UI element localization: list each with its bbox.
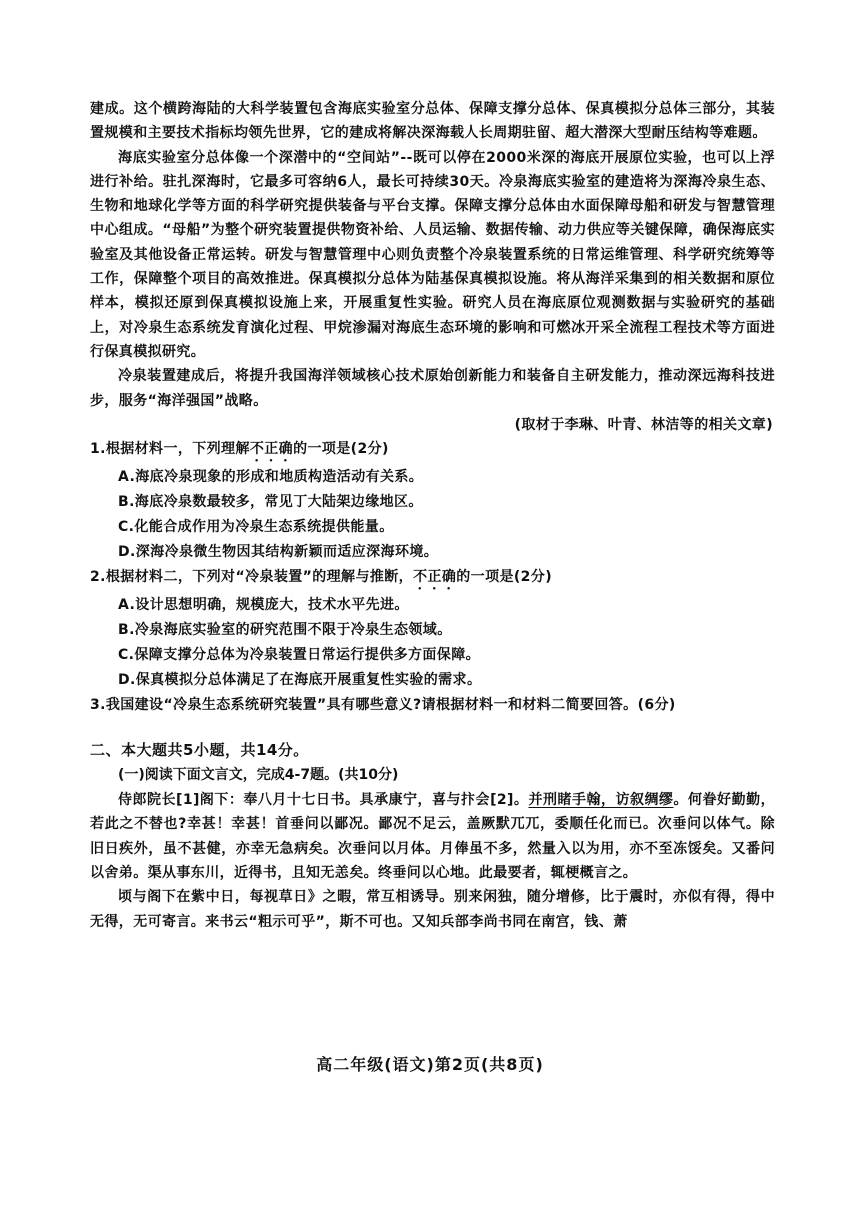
question-2-emphasis: 不正确	[413, 569, 457, 586]
page-content	[90, 97, 775, 934]
question-2-post: 的一项是(2分)	[456, 569, 553, 586]
passage-paragraph-1: 建成。这个横跨海陆的大科学装置包含海底实验室分总体、保障支撑分总体、保真模拟分总体三部分，其装置规模和主要技术指标均领先世界，它的建成将解决深海载人长周期驻留、超大潜深大型耐压结构等难题。	[90, 101, 775, 142]
question-2-option-a: A.设计思想明确，规模庞大，技术水平先进。	[118, 597, 409, 614]
classical-p1-pre: 侍郎院长[1]阁下：奉八月十七日书。具承康宁，喜与抃会[2]。	[118, 792, 529, 809]
question-1-option-c: C.化能合成作用为冷泉生态系统提供能量。	[118, 519, 394, 536]
passage-paragraph-3: 冷泉装置建成后，将提升我国海洋领域核心技术原始创新能力和装备自主研发能力，推动深远海科技进步，服务“海洋强国”战略。	[90, 368, 775, 409]
question-3: 3.我国建设“冷泉生态系统研究装置”具有哪些意义?请根据材料一和材料二简要回答。(6分)	[90, 697, 676, 714]
classical-p1-underlined: 并刑睹手翰，访叙绸缪	[528, 792, 674, 809]
passage-paragraph-2: 海底实验室分总体像一个深潜中的“空间站”--既可以停在2000米深的海底开展原位实验，也可以上浮进行补给。驻扎深海时，它最多可容纳6人，最长可持续30天。冷泉海底实验室的建造将为深海冷泉生态、生物和地球化学等方面的科学研究提供装备与平台支撑。保障支撑分总体由水面保障母船和研发与智慧管理中心组成。“母船”为整个研究装置提供物资补给、人员运输、数据传输、动力供应等关键保障，确保海底实验室及其他设备正常运转。研发与智慧管理中心则负责整个冷泉装置系统的日常运维管理、科学研究统筹等工作，保障整个项目的高效推进。保真模拟分总体为陆基保真模拟设施。将从海洋采集到的相关数据和原位样本，模拟还原到保真模拟设施上来，开展重复性实验。研究人员在海底原位观测数据与实验研究的基础上，对冷泉生态系统发育演化过程、甲烷渗漏对海底生态环境的影响和可燃冰开采全流程工程技术等方面进行保真模拟研究。	[90, 149, 775, 360]
question-1-pre: 1.根据材料一，下列理解	[90, 441, 250, 458]
question-1	[90, 437, 775, 465]
section-2-subtitle: (一)阅读下面文言文，完成4-7题。(共10分)	[118, 767, 399, 784]
classical-paragraph-2: 顷与阁下在紫中日，每视草日》之暇，常互相诱导。别来闲独，随分增修，比于震时，亦似有得，得中无得，无可寄言。来书云“粗示可乎”，斯不可也。又知兵部李尚书同在南宫，钱、萧	[90, 889, 775, 930]
section-2-title: 二、本大题共5小题，共14分。	[90, 741, 309, 760]
question-1-option-d: D.深海冷泉微生物因其结构新颖而适应深海环境。	[118, 544, 439, 561]
question-1-option-b: B.海底冷泉数最较多，常见丁大陆架边缘地区。	[118, 494, 423, 511]
classical-paragraph-1	[90, 788, 775, 885]
passage-source: (取材于李琳、叶青、林洁等的相关文章)	[514, 416, 773, 433]
question-2-option-b: B.冷泉海底实验室的研究范围不限于冷泉生态领域。	[118, 622, 452, 639]
classical-p1-post: 。何眷好勤勤，若此之不替也?幸甚！幸甚！首垂问以鄙况。鄙况不足云，盖厥默兀兀，委顺任化而已。次垂问以体气。除旧日疾外，虽不甚健，亦幸无急病矣。次垂问以月体。月俸虽不多，然量入以为用，亦不至冻馁矣。又番问以舍弟。渠从事东川，近得书，且知无恙矣。终垂问以心地。此最要者，辄梗概言之。	[90, 792, 775, 882]
question-1-post: 的一项是(2分)	[293, 441, 389, 458]
question-2-pre: 2.根据材料二，下列对“冷泉装置”的理解与推断，	[90, 569, 414, 586]
question-1-option-a: A.海底冷泉现象的形成和地质构造活动有关系。	[118, 469, 424, 486]
question-2-option-d: D.保真模拟分总体满足了在海底开展重复性实验的需求。	[118, 672, 482, 689]
question-2-option-c: C.保障支撑分总体为冷泉装置日常运行提供多方面保障。	[118, 647, 480, 664]
question-2	[90, 565, 775, 593]
page-footer: 高二年级(语文)第2页(共8页)	[316, 1055, 544, 1074]
question-1-emphasis: 不正确	[249, 441, 294, 458]
